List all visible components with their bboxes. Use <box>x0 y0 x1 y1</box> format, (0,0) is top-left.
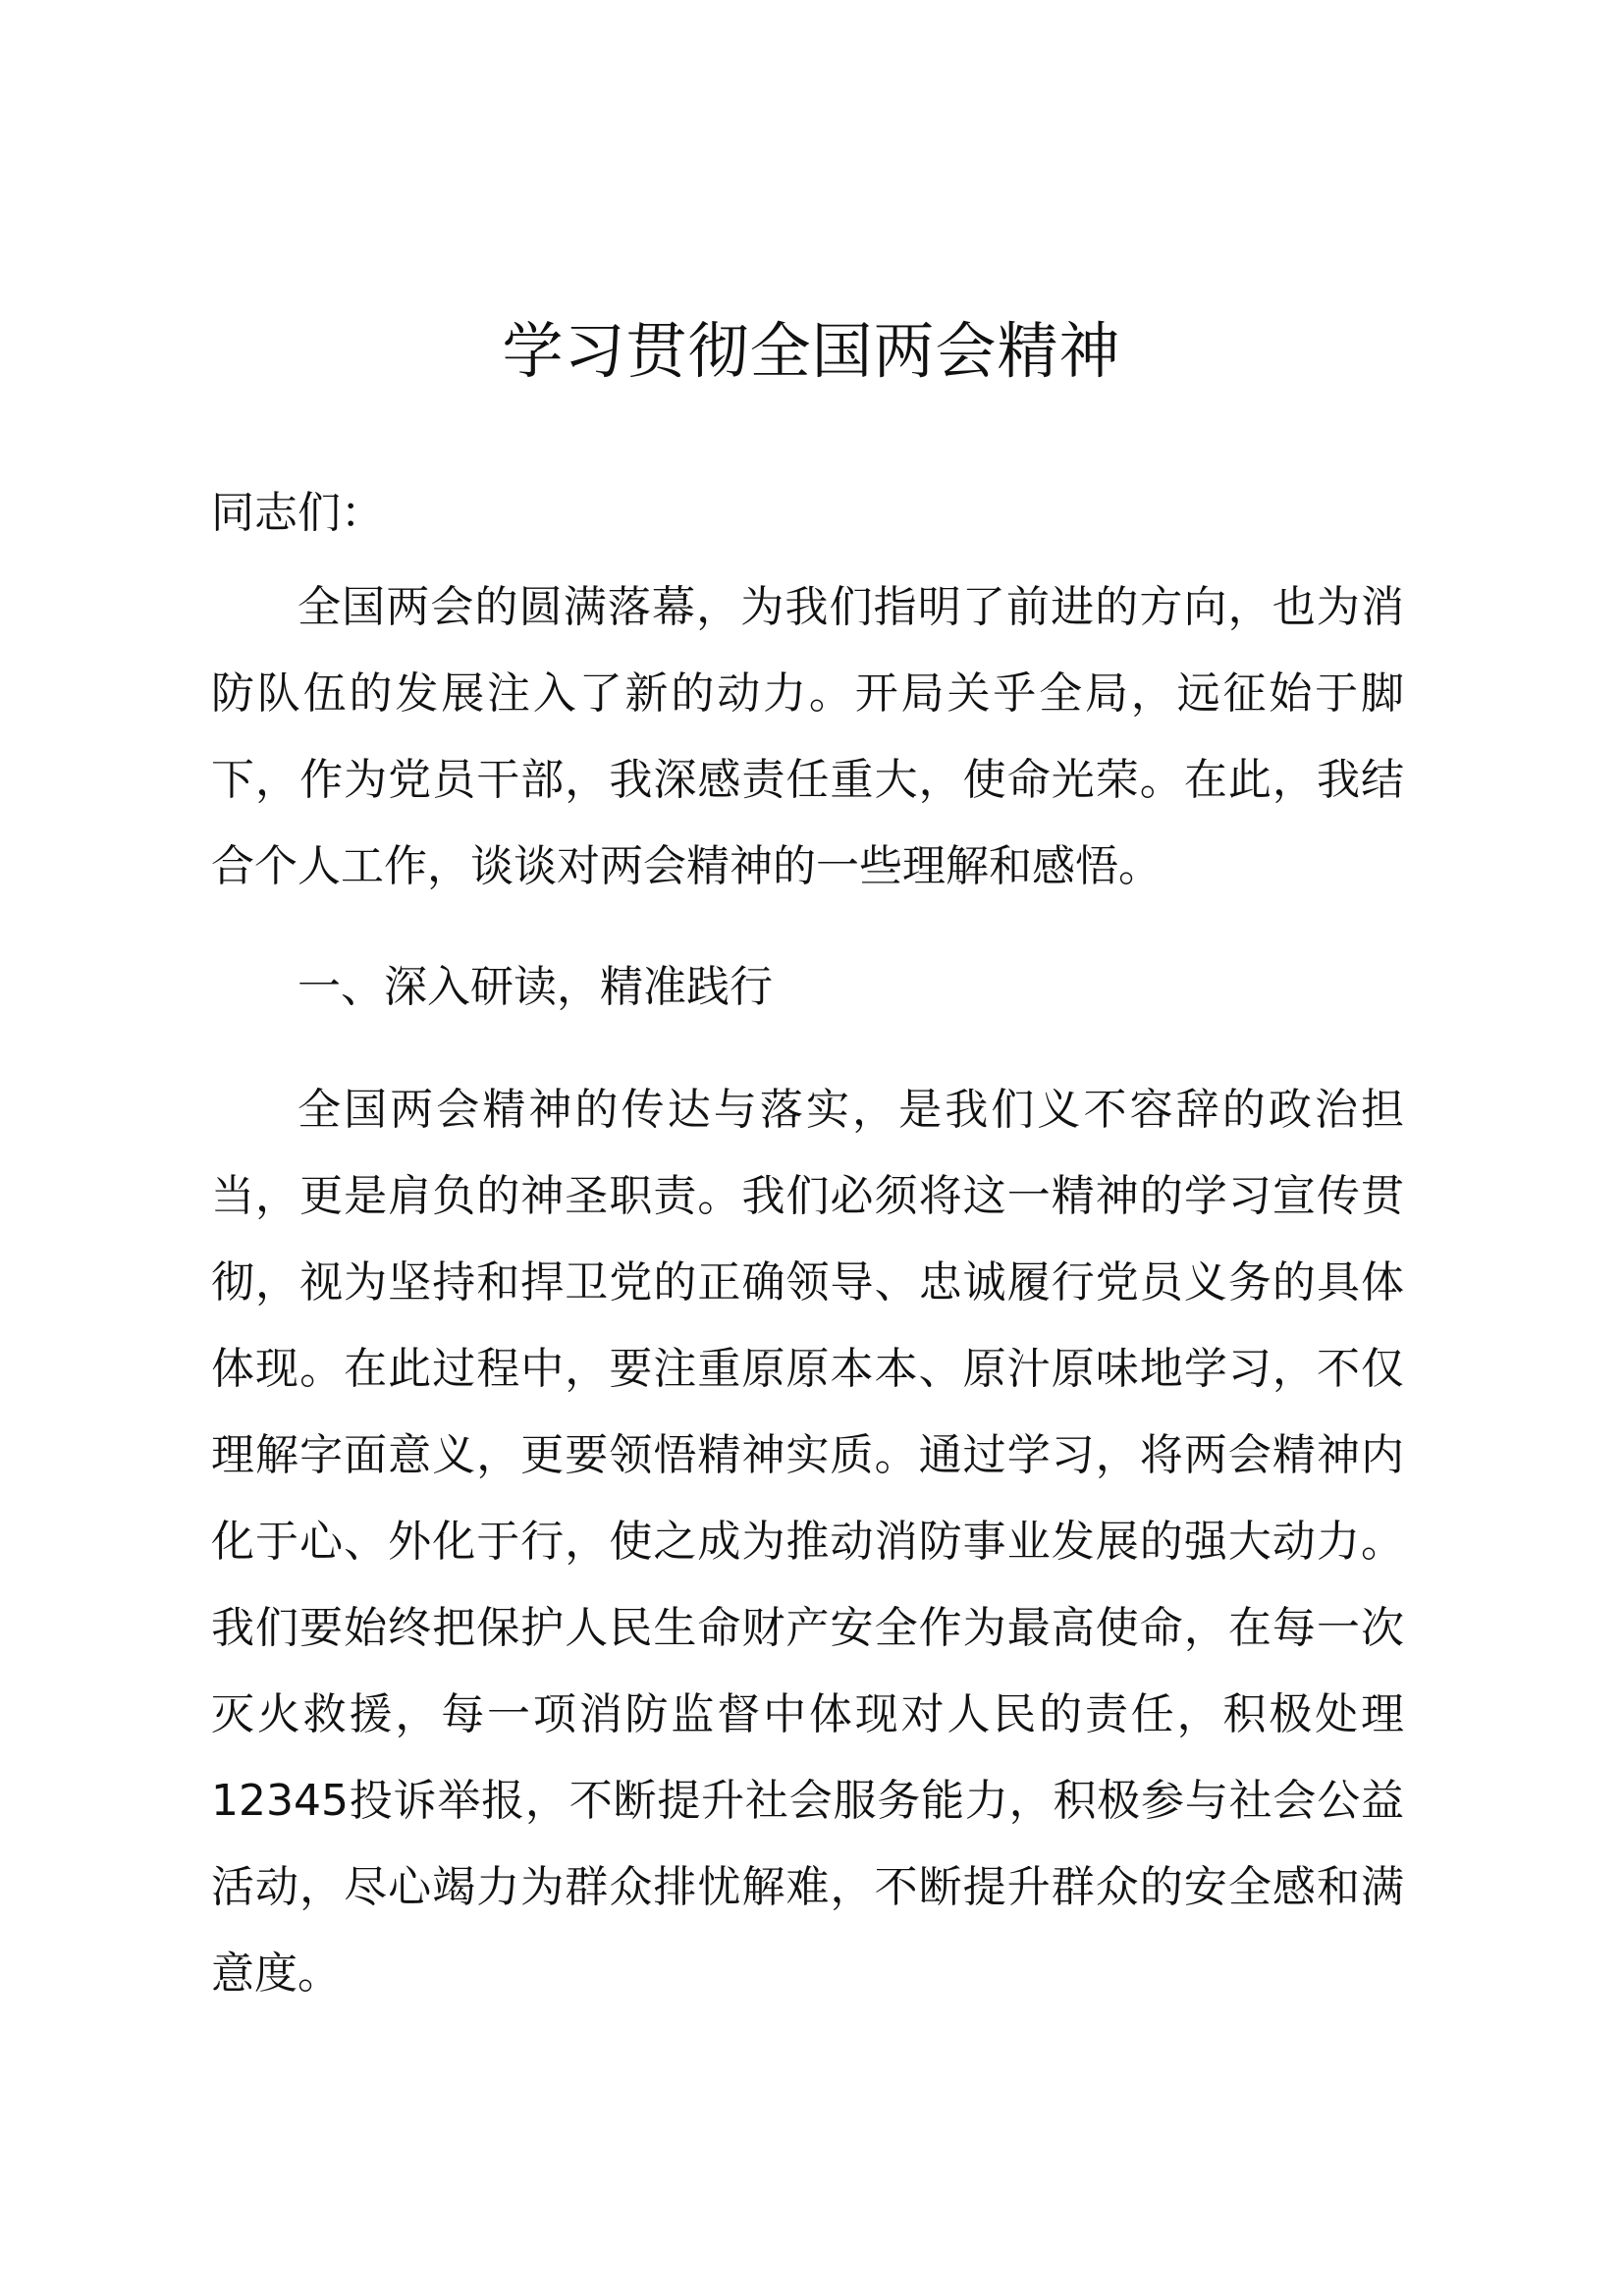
salutation: 同志们： <box>211 488 384 538</box>
document-title: 学习贯彻全国两会精神 <box>502 315 1121 387</box>
paragraph-section-one: 全国两会精神的传达与落实，是我们义不容辞的政治担当，更是肩负的神圣职责。我们必须将这一精神的学习宣传贯彻，视为坚持和捍卫党的正确领导、忠诚履行党员义务的具体体现。在此过程中，要注重原原本本、原汁原味地学习，不仅理解字面意义，更要领悟精神实质。通过学习，将两会精神内化于心、外化于行，使之成为推动消防事业发展的强大动力。我们要始终把保护人民生命财产安全作为最高使命，在每一次灭火救援，每一项消防监督中体现对人民的责任，积极处理12345投诉举报，不断提升社会服务能力，积极参与社会公益活动，尽心竭力为群众排忧解难，不断提升群众的安全感和满意度。 <box>211 1085 1404 1999</box>
section-heading: 一、深入研读，精准践行 <box>298 962 773 1012</box>
paragraph-intro: 全国两会的圆满落幕，为我们指明了前进的方向，也为消防队伍的发展注入了新的动力。开局关乎全局，远征始于脚下，作为党员干部，我深感责任重大，使命光荣。在此，我结合个人工作，谈谈对两会精神的一些理解和感悟。 <box>211 582 1404 891</box>
